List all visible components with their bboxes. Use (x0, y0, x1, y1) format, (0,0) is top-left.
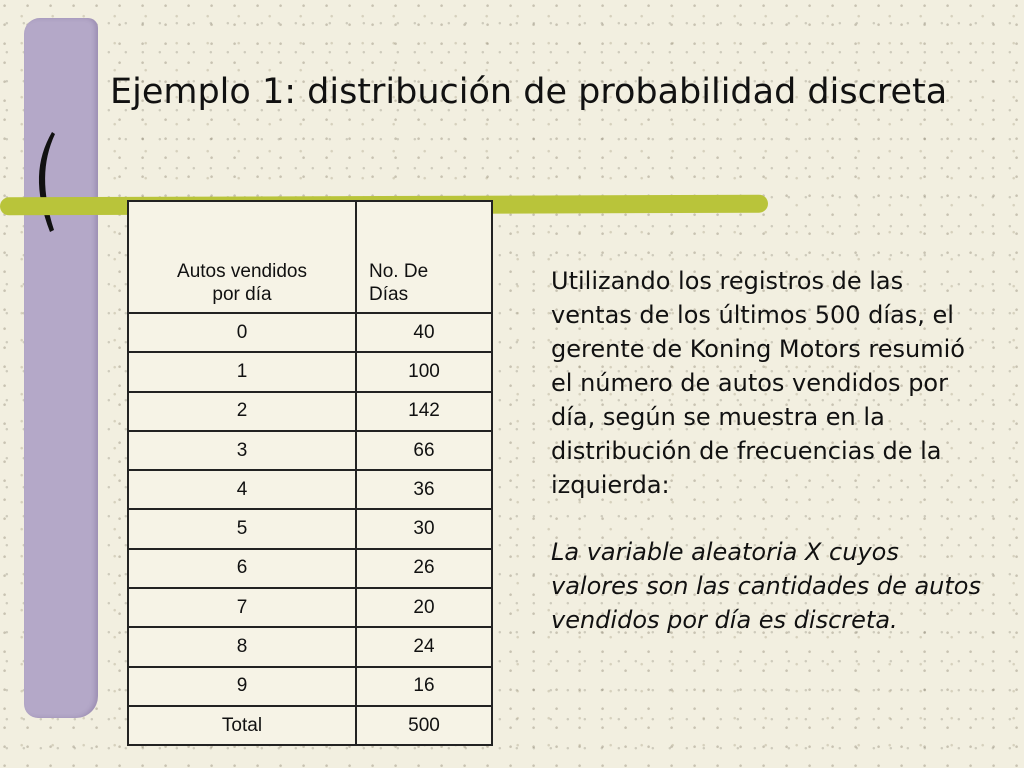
cell-cars: 5 (128, 509, 356, 548)
cell-days: 20 (356, 588, 492, 627)
cell-days: 40 (356, 313, 492, 352)
cell-cars: 2 (128, 392, 356, 431)
cell-days: 142 (356, 392, 492, 431)
cell-cars: 6 (128, 549, 356, 588)
table-row (128, 352, 492, 391)
table-row (128, 588, 492, 627)
header-number-of-days (356, 201, 492, 313)
cell-days: 100 (356, 352, 492, 391)
cell-cars: 8 (128, 627, 356, 666)
description-text-block (551, 264, 991, 637)
cell-cars: 0 (128, 313, 356, 352)
table-total-row (128, 706, 492, 745)
cell-total-value: 500 (356, 706, 492, 745)
description-paragraph: Utilizando los registros de las ventas de los últimos 500 días, el gerente de Koning Motors resumió el número de autos vendidos por día, según se muestra en la distribución de frecuencias de la izquierda: (551, 267, 965, 499)
cell-days: 16 (356, 667, 492, 706)
cell-days: 30 (356, 509, 492, 548)
slide-title: Ejemplo 1: distribución de probabilidad discreta (110, 72, 948, 112)
table-row (128, 431, 492, 470)
decorative-purple-stripe (24, 18, 98, 718)
cell-days: 66 (356, 431, 492, 470)
header-days-line2: Días (369, 284, 409, 305)
cell-cars: 3 (128, 431, 356, 470)
table-row (128, 509, 492, 548)
conclusion-paragraph: La variable aleatoria X cuyos valores son las cantidades de autos vendidos por día es discreta. (551, 538, 981, 634)
bracket-decoration-icon (30, 130, 56, 235)
cell-cars: 7 (128, 588, 356, 627)
table-row (128, 667, 492, 706)
header-days-line1: No. De (369, 261, 429, 282)
header-cars-sold-line1: Autos vendidos (177, 261, 307, 282)
table-row (128, 313, 492, 352)
cell-days: 36 (356, 470, 492, 509)
table-header-row (128, 201, 492, 313)
cell-days: 26 (356, 549, 492, 588)
frequency-table (127, 200, 493, 746)
cell-cars: 1 (128, 352, 356, 391)
table-row (128, 470, 492, 509)
table-row (128, 549, 492, 588)
header-cars-sold (128, 201, 356, 313)
cell-cars: 4 (128, 470, 356, 509)
cell-cars: 9 (128, 667, 356, 706)
header-cars-sold-line2: por día (212, 284, 272, 305)
table-row (128, 627, 492, 666)
cell-days: 24 (356, 627, 492, 666)
cell-total-label: Total (128, 706, 356, 745)
table-row (128, 392, 492, 431)
